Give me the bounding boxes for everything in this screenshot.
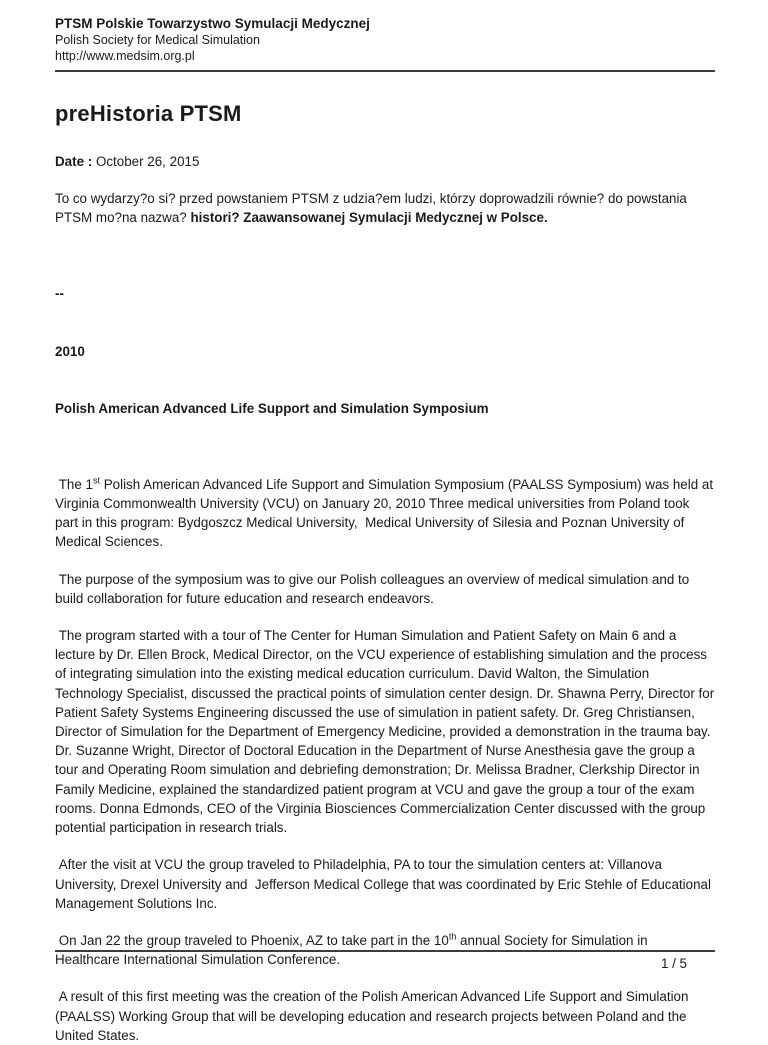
paragraph-purpose: The purpose of the symposium was to give our Polish colleagues an overview of medical simulation and to build collaboration for future education and research endeavors. bbox=[55, 571, 693, 606]
paragraph-text: The 1 bbox=[55, 476, 93, 492]
intro-paragraph bbox=[55, 189, 715, 227]
intro-text-bold: histori? Zaawansowanej Symulacji Medycznej w Polsce. bbox=[190, 210, 548, 226]
org-url: http://www.medsim.org.pl bbox=[55, 49, 195, 63]
page-number: 1 / 5 bbox=[660, 956, 687, 971]
ordinal-superscript: st bbox=[92, 475, 100, 486]
paragraph-text: annual Society for Simulation in Healthcare International Simulation Conference. bbox=[55, 932, 652, 968]
section-year: 2010 bbox=[55, 343, 85, 359]
intro-text-normal: To co wydarzy?o si? przed powstaniem PTSM z udzia?em ludzi, którzy doprowadzili równie? do powstania PTSM mo?na nazwa? bbox=[55, 191, 691, 226]
document-title: preHistoria PTSM bbox=[55, 101, 242, 126]
date-line bbox=[55, 152, 715, 171]
section-title: Polish American Advanced Life Support and Simulation Symposium bbox=[55, 401, 489, 417]
ordinal-superscript: th bbox=[448, 931, 457, 942]
header-divider bbox=[55, 70, 715, 72]
footer-divider bbox=[55, 950, 715, 952]
org-name-english: Polish Society for Medical Simulation bbox=[55, 33, 260, 47]
paragraph-result: A result of this first meeting was the creation of the Polish American Advanced Life Support and Simulation (PAALSS) Working Group that will be developing education and research projects between Poland and the United States. bbox=[55, 989, 693, 1043]
page-footer bbox=[55, 950, 715, 973]
date-label: Date : bbox=[55, 154, 93, 169]
paragraph-symposium bbox=[55, 475, 715, 552]
page-header bbox=[55, 16, 715, 72]
section-2010-heading bbox=[55, 246, 715, 457]
paragraph-text: On Jan 22 the group traveled to Phoenix, AZ to take part in the 10 bbox=[55, 932, 449, 948]
date-value: October 26, 2015 bbox=[92, 154, 200, 169]
section-dashes: -- bbox=[55, 286, 64, 302]
paragraph-philadelphia: After the visit at VCU the group traveled to Philadelphia, PA to tour the simulation centers at: Villanova University, Drexel University and Jefferson Medical College that was coordinated by Eric Stehle of Educational Management Solutions Inc. bbox=[55, 857, 715, 911]
org-name-polish: PTSM Polskie Towarzystwo Symulacji Medycznej bbox=[55, 16, 370, 31]
paragraph-program: The program started with a tour of The Center for Human Simulation and Patient Safety on Main 6 and a lecture by Dr. Ellen Brock, Medical Director, on the VCU experience of establishing simulation and the process of integrating simulation into the existing medical education curriculum. David Walton, the Simulation Technology Specialist, discussed the practical points of simulation center design. Dr. Shawna Perry, Director for Patient Safety Systems Engineering discussed the use of simulation in patient safety. Dr. Greg Christiansen, Director of Simulation for the Department of Emergency Medicine, provided a demonstration in the trauma bay. Dr. Suzanne Wright, Director of Doctoral Education in the Department of Nurse Anesthesia gave the group a tour and Operating Room simulation and debriefing demonstration; Dr. Melissa Bradner, Clerkship Director in Family Medicine, explained the standardized patient program at VCU and gave the group a tour of the exam rooms. Donna Edmonds, CEO of the Virginia Biosciences Commercialization Center discussed with the group potential participation in research trials. bbox=[55, 628, 718, 836]
paragraph-text: Polish American Advanced Life Support and Simulation Symposium (PAALSS Symposium) was held at Virginia Commonwealth University (VCU) on January 20, 2010 Three medical universities from Poland took part in this program: Bydgoszcz Medical University, Medical University of Silesia and Poznan University of Medical Sciences. bbox=[55, 476, 717, 550]
